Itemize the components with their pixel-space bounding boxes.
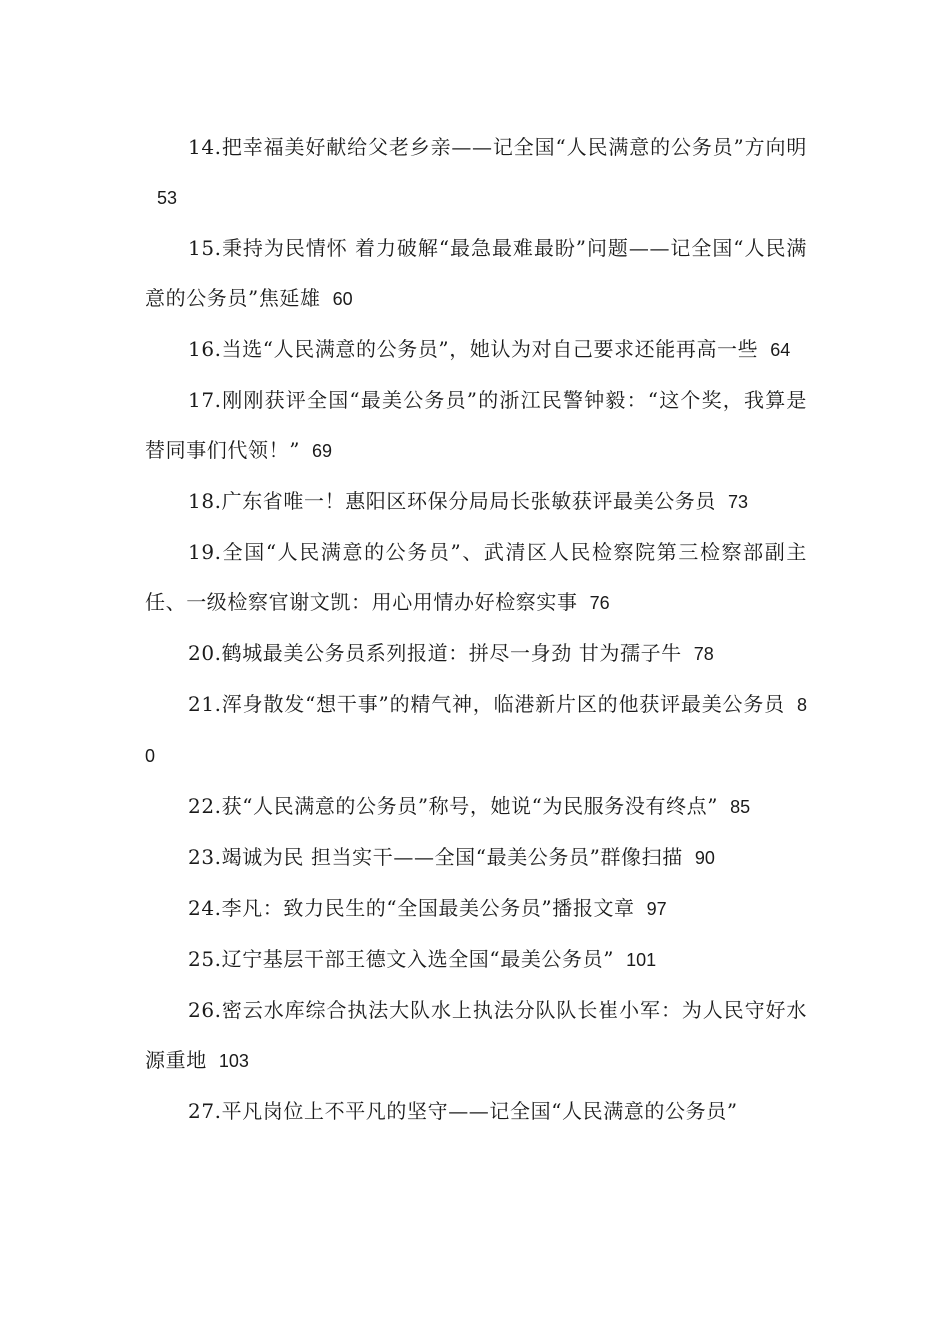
toc-entry-title: 20.鹤城最美公务员系列报道：拼尽一身劲 甘为孺子牛: [188, 641, 682, 665]
toc-entry-title: 27.平凡岗位上不平凡的坚守——记全国“人民满意的公务员”: [188, 1099, 738, 1123]
toc-page-number: 76: [589, 593, 610, 613]
toc-page-number: 64: [770, 340, 791, 360]
toc-entry-title: 16.当选“人民满意的公务员”，她认为对自己要求还能再高一些: [188, 337, 759, 361]
toc-entry-14[interactable]: [145, 122, 807, 223]
toc-page-number: 101: [626, 950, 657, 970]
toc-entry-25[interactable]: [145, 934, 807, 985]
toc-entry-title: 22.获“人民满意的公务员”称号，她说“为民服务没有终点”: [188, 794, 719, 818]
toc-page-number: 97: [646, 899, 667, 919]
toc-entry-title: 23.竭诚为民 担当实干——全国“最美公务员”群像扫描: [188, 845, 683, 869]
toc-page-number: 60: [332, 289, 353, 309]
toc-entry-22[interactable]: [145, 781, 807, 832]
toc-entry-title: 17.刚刚获评全国“最美公务员”的浙江民警钟毅：“这个奖，我算是替同事们代领！”: [145, 388, 807, 462]
toc-page-number: 103: [218, 1051, 249, 1071]
toc-entry-18[interactable]: [145, 476, 807, 527]
toc-entry-20[interactable]: [145, 628, 807, 679]
toc-entry-24[interactable]: [145, 883, 807, 934]
toc-page-number: 69: [312, 441, 333, 461]
toc-page-number: 90: [694, 848, 715, 868]
table-of-contents: [145, 122, 807, 1137]
toc-entry-title: 15.秉持为民情怀 着力破解“最急最难最盼”问题——记全国“人民满意的公务员”焦延雄: [145, 236, 807, 310]
toc-entry-16[interactable]: [145, 324, 807, 375]
toc-entry-title: 14.把幸福美好献给父老乡亲——记全国“人民满意的公务员”方向明: [188, 135, 807, 159]
toc-entry-26[interactable]: [145, 985, 807, 1086]
toc-entry-19[interactable]: [145, 527, 807, 628]
toc-page-number: 53: [157, 188, 178, 208]
toc-page-number: 78: [693, 644, 714, 664]
toc-entry-27[interactable]: [145, 1086, 807, 1137]
toc-entry-17[interactable]: [145, 375, 807, 476]
toc-entry-23[interactable]: [145, 832, 807, 883]
toc-entry-21[interactable]: [145, 679, 807, 781]
toc-page-number: 85: [730, 797, 751, 817]
toc-page-number: 80: [145, 695, 807, 766]
toc-entry-title: 26.密云水库综合执法大队水上执法分队队长崔小军：为人民守好水源重地: [145, 998, 807, 1072]
toc-entry-title: 24.李凡：致力民生的“全国最美公务员”播报文章: [188, 896, 635, 920]
toc-entry-title: 25.辽宁基层干部王德文入选全国“最美公务员”: [188, 947, 615, 971]
toc-page-number: 73: [728, 492, 749, 512]
toc-entry-title: 18.广东省唯一！惠阳区环保分局局长张敏获评最美公务员: [188, 489, 717, 513]
toc-entry-15[interactable]: [145, 223, 807, 324]
toc-entry-title: 19.全国“人民满意的公务员”、武清区人民检察院第三检察部副主任、一级检察官谢文凯：用心用情办好检察实事: [145, 540, 807, 614]
toc-entry-title: 21.浑身散发“想干事”的精气神，临港新片区的他获评最美公务员: [188, 692, 785, 716]
